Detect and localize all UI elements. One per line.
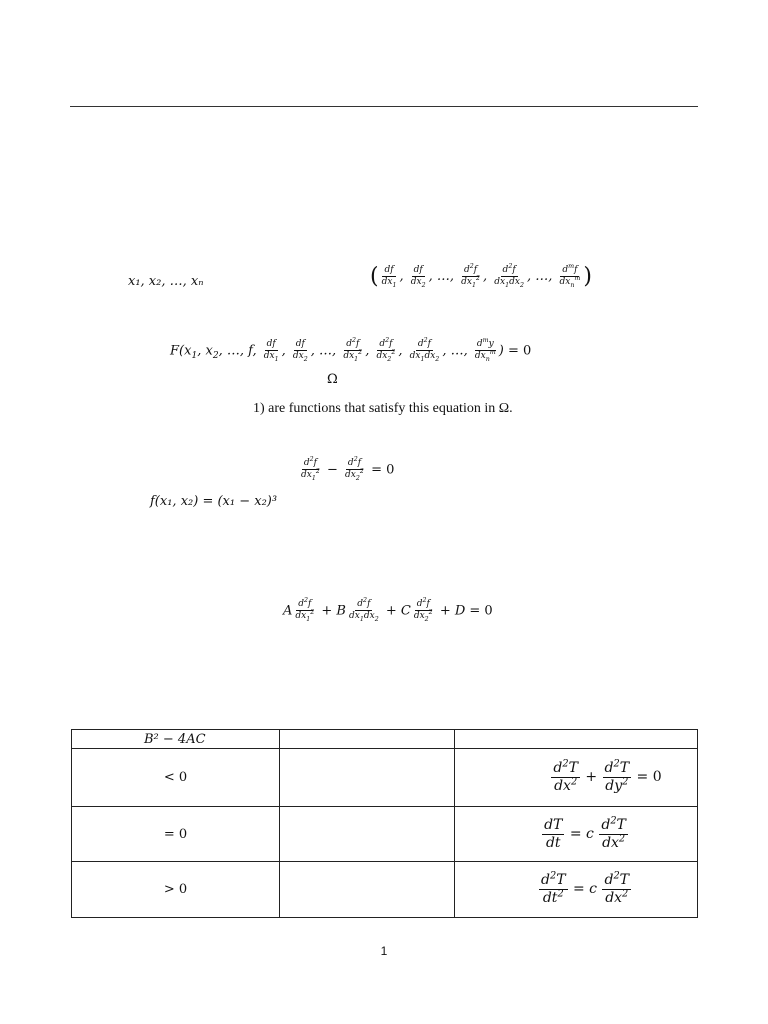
table-row [72, 749, 698, 807]
example-function: f(x₁, x₂) = (x₁ − x₂)³ [150, 494, 278, 509]
discriminant-zero: = 0 [72, 807, 280, 862]
page-number: 1 [380, 944, 388, 958]
discriminant-positive: > 0 [72, 862, 280, 918]
type-cell [280, 862, 455, 918]
header-rule [70, 106, 698, 107]
general-pde-rhs: = 0 [507, 343, 532, 359]
example-parabolic: $\frac{dT}{dt}$ = c $\frac{d^2T}{dx^2}$ [455, 807, 698, 862]
header-type [280, 730, 455, 749]
general-pde: $F(x_1$, $x_2$, …, f, $\frac{df}{dx_1}$ , $\frac{df}{dx_2}$ , …, $\frac{d^2f}{dx_1^2}$ , $\frac{d^2f}{dx_2^2}$ , $\frac{d^2f}{dx_1dx_2}$ , …, $\frac{d^my}{dx_n^m}$ ) = 0 [170, 337, 532, 364]
second-order-form: A $\frac{d^2f}{dx_1^2}$ + B $\frac{d^2f}{dx_1dx_2}$ + C $\frac{d^2f}{dx_2^2}$ + D = 0 [283, 597, 493, 624]
example-pde: $\frac{d^2f}{dx_1^2}$ − $\frac{d^2f}{dx_2^2}$ = 0 [301, 456, 395, 483]
type-cell [280, 749, 455, 807]
solution-sentence: 1) are functions that satisfy this equation in Ω. [253, 401, 513, 416]
domain-symbol: Ω [327, 372, 338, 387]
header-example [455, 730, 698, 749]
table-header-row [72, 730, 698, 749]
derivatives-tuple: ( $\frac{df}{dx_1}$ , $\frac{df}{dx_2}$ , …, $\frac{d^2f}{dx_1^2}$ , $\frac{d^2f}{dx_1dx_2}$ , …, $\frac{d^mf}{dx_n^m}$ ) [370, 262, 592, 289]
example-elliptic: $\frac{d^2T}{dx^2}$ + $\frac{d^2T}{dy^2}$ = 0 [455, 749, 698, 807]
table-row [72, 862, 698, 918]
classification-table [71, 729, 698, 918]
independent-variables: x₁, x₂, …, xₙ [128, 274, 204, 289]
type-cell [280, 807, 455, 862]
header-discriminant: B² − 4AC [72, 730, 280, 749]
table-row [72, 807, 698, 862]
example-hyperbolic: $\frac{d^2T}{dt^2}$ = c $\frac{d^2T}{dx^2}$ [455, 862, 698, 918]
discriminant-negative: < 0 [72, 749, 280, 807]
